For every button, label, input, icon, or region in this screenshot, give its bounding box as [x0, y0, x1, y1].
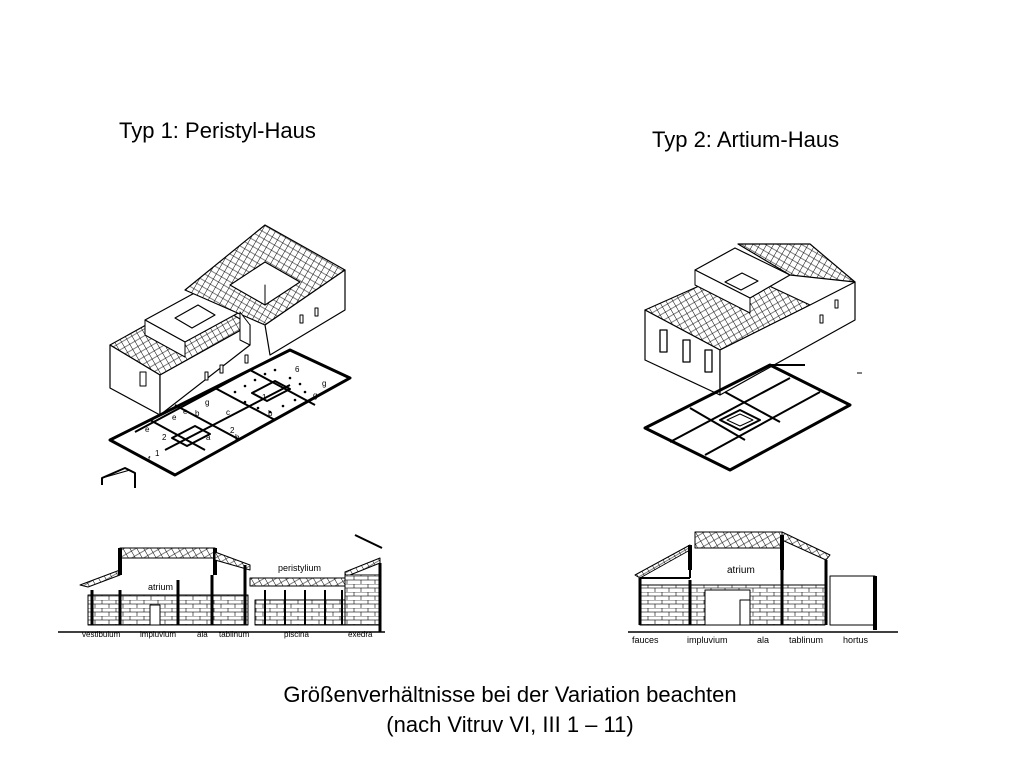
section-label-hortus: hortus [843, 635, 869, 645]
room-label: 2 [230, 426, 235, 435]
section2-atrium-label: atrium [727, 565, 755, 576]
room-label: c [226, 408, 230, 417]
room-label: e [145, 425, 150, 434]
room-label: 1 [262, 393, 267, 402]
room-label: e [172, 413, 177, 422]
section-label-impluvium: impluvium [687, 635, 728, 645]
peristyl-section-drawing [58, 535, 385, 632]
section2-bottom-labels [632, 635, 869, 645]
section-label-impluvium: impluvium [140, 630, 177, 639]
section-label-tablinum: tablinum [219, 630, 250, 639]
room-label: 6 [295, 365, 300, 374]
room-label: g [313, 391, 318, 400]
caption-line-2: (nach Vitruv VI, III 1 – 11) [386, 712, 634, 737]
heading-peristyl-house: Typ 1: Peristyl-Haus [119, 118, 316, 143]
peristyl-house-isometric [110, 225, 345, 415]
room-label: 2 [162, 433, 167, 442]
atrium-house-plan [645, 365, 850, 470]
section1-peristylium-label: peristylium [278, 563, 322, 573]
section-label-ala: ala [197, 630, 208, 639]
heading-atrium-house: Typ 2: Artium-Haus [652, 127, 840, 152]
caption [200, 680, 820, 740]
caption-line-1: Größenverhältnisse bei der Variation beachten [283, 682, 737, 707]
room-label: e [183, 407, 188, 416]
atrium-section-drawing [628, 532, 898, 632]
section1-atrium-label: atrium [148, 582, 174, 592]
room-label: f [148, 455, 151, 464]
section-label-exedra: exedra [348, 630, 373, 639]
section-label-piscina: piscina [284, 630, 309, 639]
room-label: g [322, 379, 327, 388]
section-label-fauces: fauces [632, 635, 659, 645]
section-label-vestibulum: vestibulum [82, 630, 121, 639]
room-label: b [235, 433, 240, 442]
room-label: a [206, 433, 211, 442]
section-label-tablinum: tablinum [789, 635, 824, 645]
room-label: b [268, 409, 273, 418]
room-label: b [195, 409, 200, 418]
room-label: g [205, 398, 210, 407]
section-label-ala: ala [757, 635, 770, 645]
room-label: 1 [155, 449, 160, 458]
